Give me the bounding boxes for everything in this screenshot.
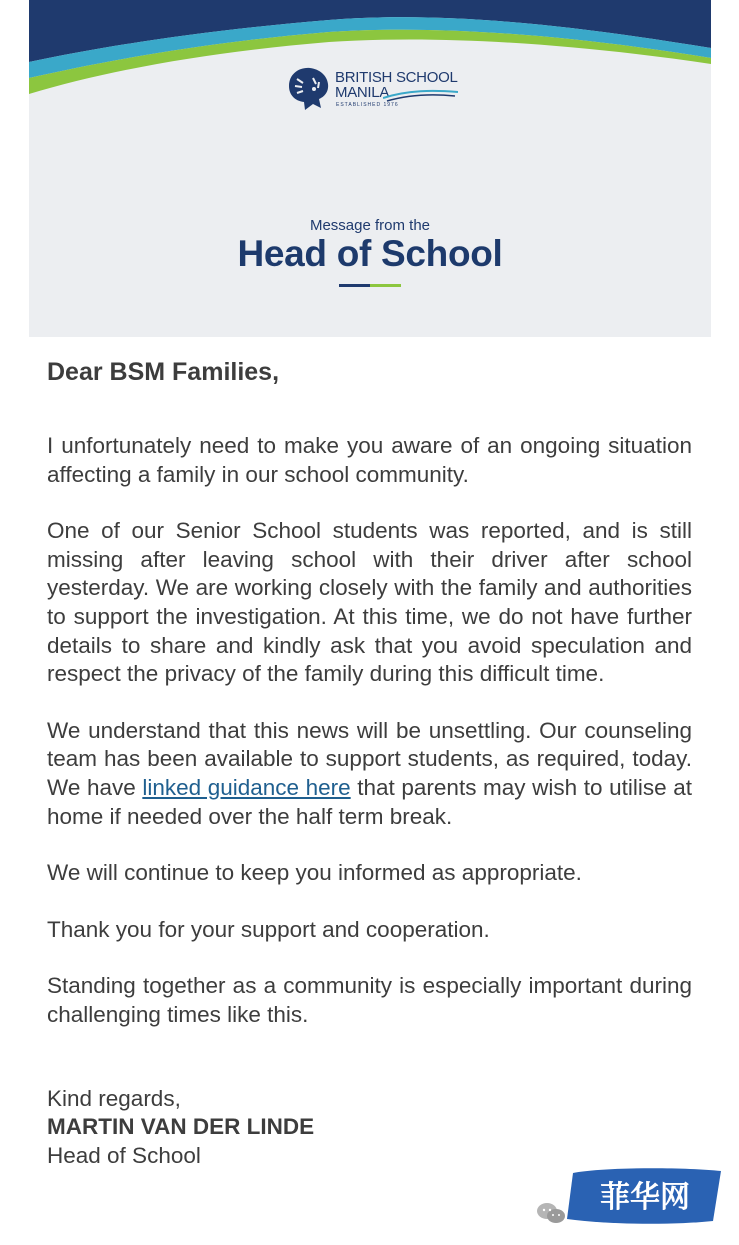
paragraph-3-text-a: We understand that this news will be unsettling. Our counseling team has been available to support students, as required, today. We have — [47, 717, 692, 800]
lion-icon — [283, 64, 333, 114]
paragraph-3 — [47, 717, 692, 831]
paragraph-1: I unfortunately need to make you aware of an ongoing situation affecting a family in our school community. — [47, 433, 692, 487]
logo-line2: MANILA — [335, 84, 390, 101]
signer-title: Head of School — [47, 1142, 201, 1168]
watermark-text: 菲华网 — [600, 1180, 690, 1215]
signature-block — [47, 1085, 692, 1171]
title-underline — [339, 284, 401, 287]
logo-swoosh — [383, 86, 458, 102]
school-logo — [283, 64, 463, 116]
paragraph-4: We will continue to keep you informed as appropriate. — [47, 860, 582, 886]
message-from-label: Message from the — [309, 217, 431, 234]
wechat-icon — [536, 1201, 566, 1225]
letter-body — [47, 355, 692, 1170]
paragraph-5: Thank you for your support and cooperation. — [47, 916, 490, 942]
paragraph-3-text-b: that parents may wish to utilise at home if needed over the half term break. — [47, 774, 692, 829]
signer-name: MARTIN VAN DER LINDE — [47, 1114, 315, 1140]
paragraph-6: Standing together as a community is especially important during challenging times like this. — [47, 973, 692, 1027]
watermark-logo — [563, 1165, 726, 1227]
salutation: Dear BSM Families, — [47, 358, 280, 386]
logo-line1: BRITISH SCHOOL — [335, 69, 458, 86]
header-banner — [29, 0, 711, 337]
paragraph-2: One of our Senior School students was reported, and is still missing after leaving school with their driver after school yesterday. We are working closely with the family and authorities to support the investigation. At this time, we do not have further details to share and kindly ask that you avoid speculation and respect the privacy of the family during this difficult time. — [47, 518, 692, 687]
closing: Kind regards, — [47, 1085, 181, 1111]
page-title: Head of School — [237, 233, 503, 274]
logo-established: ESTABLISHED 1976 — [336, 102, 399, 108]
guidance-link[interactable]: linked guidance here — [142, 774, 351, 800]
